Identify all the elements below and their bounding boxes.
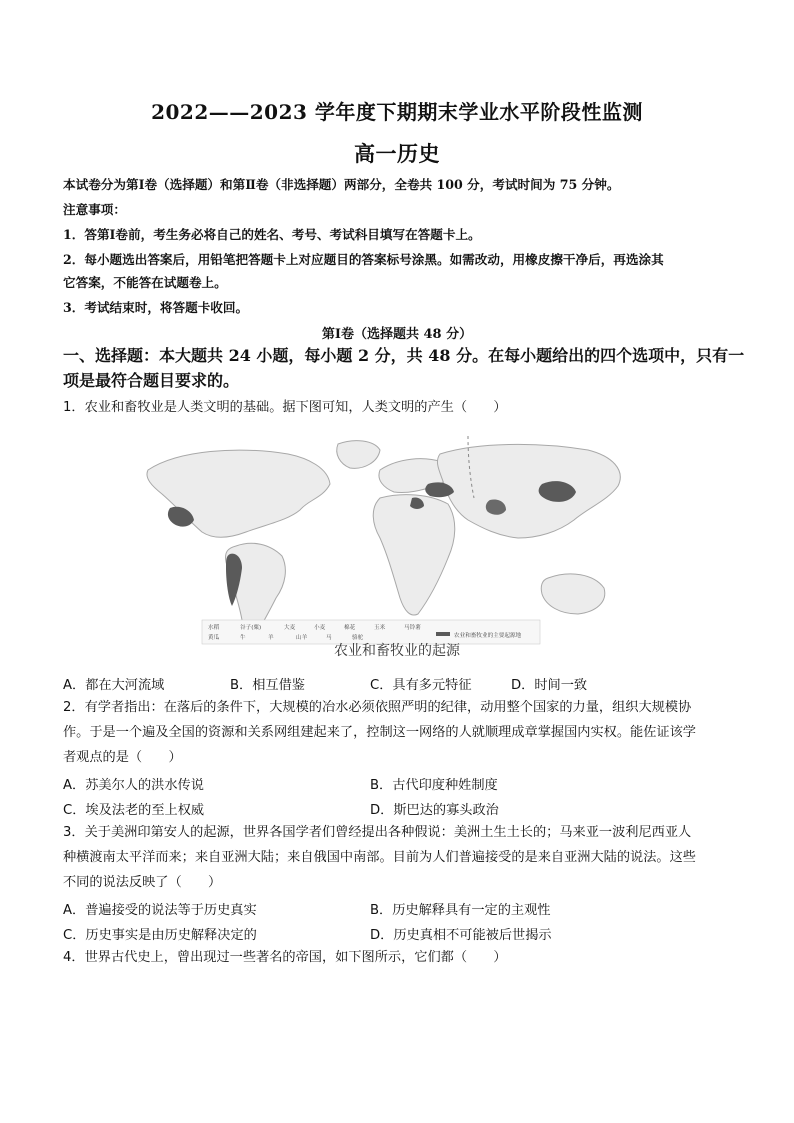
exam-subject: 高一历史 [354, 141, 440, 166]
note-1: 1．答第Ⅰ卷前，考生务必将自己的姓名、考号、考试科目填写在答题卡上。 [63, 227, 481, 242]
q3-stem-line-1: 3．关于美洲印第安人的起源，世界各国学者们曾经提出各种假说：美洲土生土长的；马来亚一波利尼西亚人 [63, 825, 692, 840]
world-map-figure [118, 428, 638, 662]
q3-stem-line-3: 不同的说法反映了（ ） [63, 875, 222, 890]
q2-stem-line-1: 2．有学者指出：在落后的条件下，大规模的冶水必须依照严明的纪律，动用整个国家的力量，组织大规模协 [63, 700, 692, 715]
legend-origin-region: 农业和畜牧业的主要起源地 [454, 633, 522, 639]
legend-camel: 骆驼 [352, 635, 364, 641]
note-2b: 它答案，不能答在试题卷上。 [63, 275, 227, 290]
exam-title: 2022——2023 学年度下期期末学业水平阶段性监测 [151, 100, 643, 124]
section-instruction-1: 一、选择题：本大题共 24 小题，每小题 2 分，共 48 分。在每小题给出的四个选项中，只有一 [63, 346, 745, 365]
note-2a: 2．每小题选出答案后，用铅笔把答题卡上对应题目的答案标号涂黑。如需改动，用橡皮擦干净后，再选涂其 [63, 252, 664, 267]
legend-wheat: 小麦 [314, 625, 326, 631]
legend-goat: 山羊 [296, 635, 308, 641]
q2-option-d[interactable]: D．斯巴达的寡头政治 [370, 803, 499, 818]
q1-option-d[interactable]: D．时间一致 [511, 678, 588, 693]
q1-option-b[interactable]: B．相互借鉴 [230, 678, 305, 693]
note-3: 3．考试结束时，将答题卡收回。 [63, 300, 249, 315]
intro-line: 本试卷分为第Ⅰ卷（选择题）和第Ⅱ卷（非选择题）两部分，全卷共 100 分，考试时间为 75 分钟。 [63, 177, 620, 192]
agriculture-origin-map [118, 428, 638, 662]
q3-option-c[interactable]: C．历史事实是由历史解释决定的 [63, 928, 257, 943]
legend-barley: 大麦 [284, 625, 296, 631]
q4-stem: 4．世界古代史上，曾出现过一些著名的帝国，如下图所示，它们都（ ） [63, 950, 507, 965]
q2-option-a[interactable]: A．苏美尔人的洪水传说 [63, 778, 204, 793]
q2-option-b[interactable]: B．古代印度种姓制度 [370, 778, 498, 793]
section-instruction-2: 项是最符合题目要求的。 [63, 371, 240, 390]
section-heading: 第Ⅰ卷（选择题共 48 分） [321, 327, 473, 342]
legend-cucumber: 黄瓜 [208, 635, 220, 641]
q3-option-a[interactable]: A．普遍接受的说法等于历史真实 [63, 903, 257, 918]
legend-horse: 马 [326, 635, 332, 641]
legend-sheep: 羊 [268, 635, 274, 641]
q2-option-c[interactable]: C．埃及法老的至上权威 [63, 803, 205, 818]
legend-cattle: 牛 [240, 635, 246, 641]
legend-cotton: 棉花 [344, 625, 356, 631]
q3-stem-line-2: 种横渡南太平洋而来；来自亚洲大陆；来自俄国中南部。目前为人们普遍接受的是来自亚洲大陆的说法。这些 [63, 850, 696, 865]
legend-millet: 谷子(粟) [240, 625, 262, 631]
q1-option-c[interactable]: C．具有多元特征 [370, 678, 472, 693]
q1-stem: 1．农业和畜牧业是人类文明的基础。据下图可知，人类文明的产生（ ） [63, 400, 507, 415]
q1-option-a[interactable]: A．都在大河流域 [63, 678, 165, 693]
map-caption: 农业和畜牧业的起源 [334, 643, 460, 659]
q2-stem-line-2: 作。于是一个遍及全国的资源和关系网组建起来了，控制这一网络的人就顺理成章掌握国内实权。能佐证该学 [63, 725, 696, 740]
legend-corn: 玉米 [374, 625, 386, 631]
q3-option-d[interactable]: D．历史真相不可能被后世揭示 [370, 928, 552, 943]
legend-rice: 水稻 [208, 625, 220, 631]
notes-title: 注意事项： [63, 202, 126, 217]
legend-potato: 马铃薯 [404, 625, 421, 631]
q2-stem-line-3: 者观点的是（ ） [63, 750, 182, 765]
q3-option-b[interactable]: B．历史解释具有一定的主观性 [370, 903, 551, 918]
